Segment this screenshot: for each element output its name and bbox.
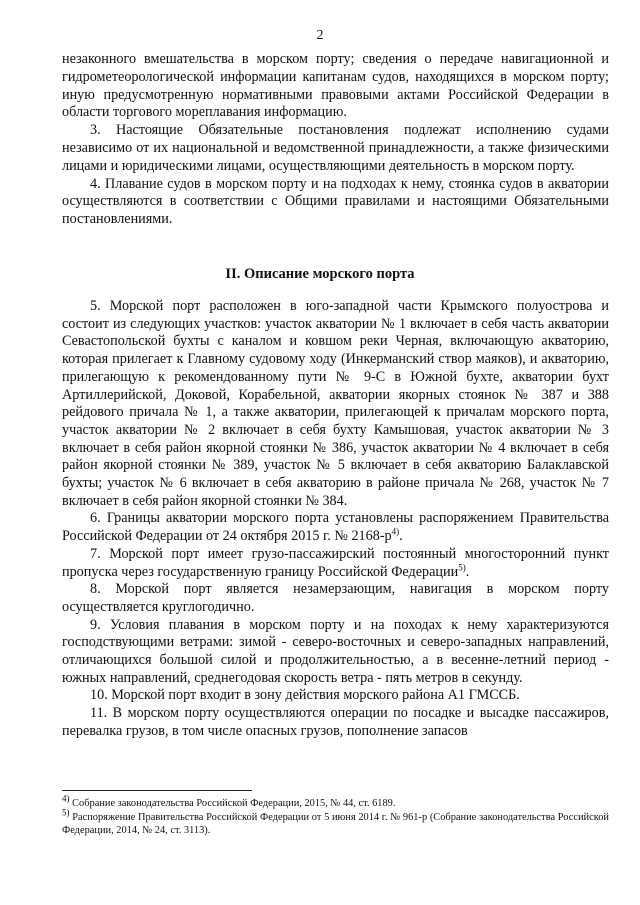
footnote-5-text: Распоряжение Правительства Российской Федерации от 5 июня 2014 г. № 961-р (Собрание законодательства Российской Федерации, 2014, № 24, ст. 3113).	[62, 812, 609, 836]
footnote-5	[62, 807, 609, 837]
paragraph-11: 11. В морском порту осуществляются операции по посадке и высадке пассажиров, перевалка грузов, в том числе опасных грузов, пополнение запасов	[62, 705, 609, 739]
footnote-4-mark: 4)	[62, 793, 70, 804]
paragraph-7: 7. Морской порт имеет грузо-пассажирский постоянный многосторонний пункт пропуска через государственную границу Российской Федерации$^{5)}$.	[62, 545, 609, 580]
body-text-top	[62, 51, 609, 229]
footnote-5-mark: 5)	[62, 807, 70, 818]
footnote-ref-5: 5)	[458, 561, 466, 572]
section-heading: II. Описание морского порта	[225, 266, 415, 282]
paragraph-5: 5. Морской порт расположен в юго-западной части Крымского полуострова и состоит из следующих участков: участок акватории № 1 включает в себя часть акватории Севастопольской бухты с каналом и ковшом реки Черная, включающую акваторию, которая прилегает к Главному судовому ходу (Инкерманский створ маяков), и акваторию, прилегающую к рекомендованному пути № 9-С в Южной бухте, акватории бухт Артиллерийской, Доковой, Корабельной, акватории якорных стоянок № 387 и 388 рейдового причала № 1, а также акватории, прилегающей к причалам морского порта, участок акватории № 2 включает в себя бухту Камышовая, участок акватории № 3 включает в себя район якорной стоянки № 386, участок акватории № 4 включает в себя район якорной стоянки № 389, участок № 5 включает в себя акваторию Балаклавской бухты; участок № 6 включает в себя акваторию в районе причала № 268, участок № 7 включает в себя район якорной стоянки № 384.	[62, 298, 609, 509]
paragraph-8: 8. Морской порт является незамерзающим, навигация в морском порту осуществляется круглогодично.	[62, 581, 609, 615]
footnote-4-text: Собрание законодательства Российской Федерации, 2015, № 44, ст. 6189.	[72, 798, 396, 809]
body-text-section	[62, 298, 609, 741]
footnote-separator	[62, 790, 252, 791]
footnote-4	[62, 793, 609, 810]
paragraph-6: 6. Границы акватории морского порта установлены распоряжением Правительства Российской Федерации от 24 октября 2015 г. № $2168-р^{4)}$.	[62, 510, 609, 545]
paragraph-6-text: 6. Границы акватории морского порта установлены распоряжением Правительства Российской Федерации от 24 октября 2015 г. № 2168-р	[62, 510, 609, 545]
paragraph-3: 3. Настоящие Обязательные постановления подлежат исполнению судами независимо от их национальной и ведомственной принадлежности, а также физическими лицами и юридическими лицами, осуществляющими деятельность в морском порту.	[62, 122, 609, 174]
paragraph-10: 10. Морской порт входит в зону действия морского района А1 ГМССБ.	[90, 687, 520, 704]
paragraph-4: 4. Плавание судов в морском порту и на подходах к нему, стоянка судов в акватории осуществляются в соответствии с Общими правилами и настоящими Обязательными постановлениями.	[62, 175, 609, 228]
page-number: 2	[316, 28, 324, 43]
paragraph-7-text: 7. Морской порт имеет грузо-пассажирский постоянный многосторонний пункт пропуска через государственную границу Российской Федерации	[62, 545, 609, 580]
footnote-ref-4: 4)	[391, 526, 400, 537]
paragraph-continuation: незаконного вмешательства в морском порту; сведения о передаче навигационной и гидрометеорологической информации капитанам судов, находящихся в морском порту; иную предусмотренную нормативными правовыми актами Российской Федерации в области торгового мореплавания информацию.	[62, 51, 609, 121]
paragraph-9: 9. Условия плавания в морском порту и на походах к нему характеризуются господствующими ветрами: зимой - северо-восточных и северо-западных направлений, отличающихся большой силой и продолжительностью, а в весенне-летний период - южных направлений, среднегодовая скорость ветра - пять метров в секунду.	[62, 616, 609, 686]
